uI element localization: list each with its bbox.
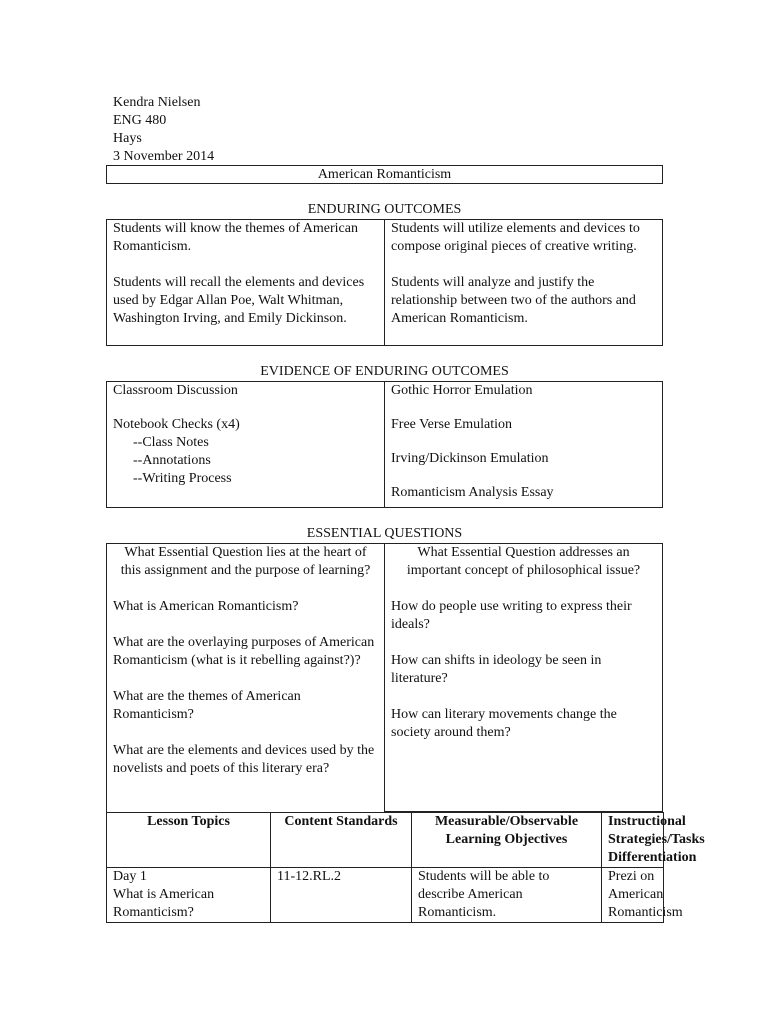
course-code: ENG 480: [113, 113, 167, 128]
instructional-strategy-cell: Prezi on American Romanticism: [602, 868, 664, 923]
evidence-right: [385, 382, 663, 508]
student-name: Kendra Nielsen: [113, 95, 201, 110]
outcome-item: Students will recall the elements and devices used by Edgar Allan Poe, Walt Whitman, Washington Irving, and Emily Dickinson.: [113, 275, 365, 326]
document-date: 3 November 2014: [113, 149, 215, 164]
outcome-item: Students will analyze and justify the relationship between two of the authors and American Romanticism.: [391, 275, 636, 326]
evidence-heading: EVIDENCE OF ENDURING OUTCOMES: [260, 364, 509, 379]
column-header-instructional-strategies: Instructional Strategies/Tasks Differentiation: [602, 813, 664, 868]
column-header-content-standards: Content Standards: [271, 813, 412, 868]
question-item: How do people use writing to express their ideals?: [391, 599, 632, 632]
enduring-outcomes-table: [106, 219, 663, 346]
outcome-item: Students will utilize elements and devices to compose original pieces of creative writing.: [391, 221, 640, 254]
evidence-table: [106, 381, 663, 508]
evidence-subitem: --Class Notes: [133, 435, 209, 450]
question-item: What is American Romanticism?: [113, 599, 299, 614]
instructor-name: Hays: [113, 131, 142, 146]
evidence-left: [107, 382, 385, 508]
evidence-item: Romanticism Analysis Essay: [391, 485, 554, 500]
enduring-outcomes-left: [107, 220, 385, 346]
evidence-item: Gothic Horror Emulation: [391, 383, 533, 398]
question-item: What are the overlaying purposes of American Romanticism (what is it rebelling against?)?: [113, 635, 375, 668]
evidence-item: Free Verse Emulation: [391, 417, 513, 432]
lesson-topic-cell: Day 1 What is American Romanticism?: [107, 868, 271, 923]
question-item: What are the themes of American Romanticism?: [113, 689, 301, 722]
essential-questions-heading: ESSENTIAL QUESTIONS: [306, 526, 463, 541]
evidence-item: Notebook Checks (x4): [113, 417, 240, 432]
column-header-lesson-topics: Lesson Topics: [107, 813, 271, 868]
learning-objective-cell: Students will be able to describe American Romanticism.: [412, 868, 602, 923]
question-prompt: What Essential Question addresses an important concept of philosophical issue?: [406, 545, 641, 578]
enduring-outcomes-right: [385, 220, 663, 346]
essential-questions-left: [107, 544, 385, 812]
question-item: How can shifts in ideology be seen in literature?: [391, 653, 602, 686]
enduring-outcomes-heading: ENDURING OUTCOMES: [307, 202, 462, 217]
question-item: What are the elements and devices used by the novelists and poets of this literary era?: [113, 743, 375, 776]
column-header-learning-objectives: Measurable/Observable Learning Objectives: [412, 813, 602, 868]
unit-title: American Romanticism: [106, 165, 663, 184]
evidence-subitem: --Annotations: [133, 453, 211, 468]
essential-questions-right: [385, 544, 663, 812]
evidence-item: Classroom Discussion: [113, 383, 238, 398]
document-header: [113, 94, 214, 166]
lessons-table: [106, 812, 705, 923]
question-prompt: What Essential Question lies at the heart of this assignment and the purpose of learning?: [120, 545, 371, 578]
lessons-header-row: [107, 813, 664, 868]
evidence-item: Irving/Dickinson Emulation: [391, 451, 549, 466]
essential-questions-table: [106, 543, 663, 812]
outcome-item: Students will know the themes of American Romanticism.: [113, 221, 358, 254]
evidence-subitem: --Writing Process: [133, 471, 232, 486]
content-standard-cell: 11-12.RL.2: [271, 868, 412, 923]
question-item: How can literary movements change the society around them?: [391, 707, 617, 740]
table-row: [107, 868, 664, 923]
